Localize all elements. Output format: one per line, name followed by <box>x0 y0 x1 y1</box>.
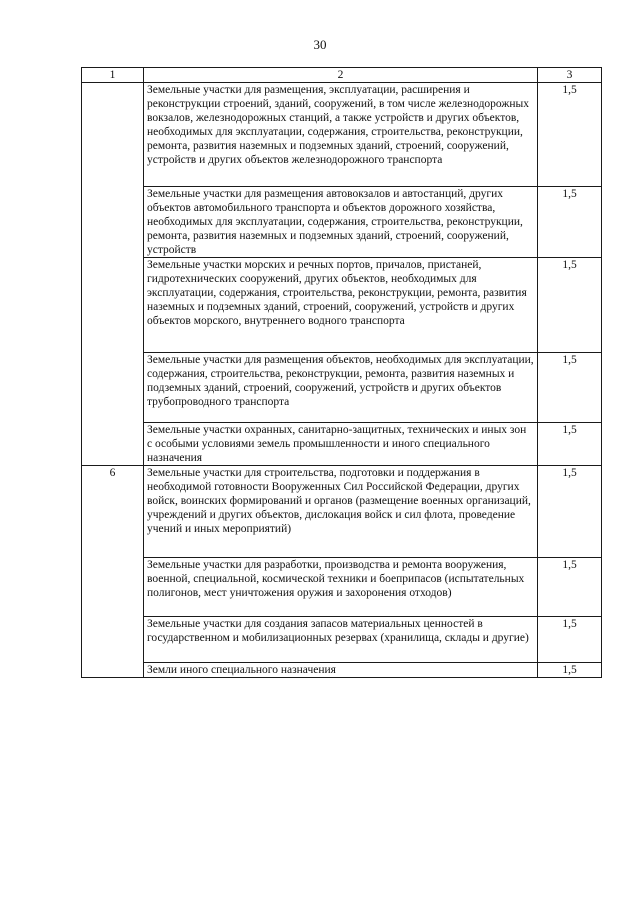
column-header-3: 3 <box>538 68 602 83</box>
land-category-description: Земельные участки для размещения автовокзалов и автостанций, других объектов автомобильного транспорта и объектов дорожного хозяйства, необходимых для эксплуатации, содержания, строительства, реконструкции, ремонта, развития наземных и подземных зданий, строений, сооружений, устройств <box>144 187 538 258</box>
table-row <box>82 663 602 678</box>
land-category-description: Земельные участки охранных, санитарно-защитных, технических и иных зон с особыми условиями земель промышленности и иного специального назначения <box>144 423 538 466</box>
land-coefficient-table <box>81 67 602 678</box>
land-category-description: Земельные участки для создания запасов материальных ценностей в государственном и мобилизационных резервах (хранилища, склады и другие) <box>144 617 538 663</box>
column-header-2: 2 <box>144 68 538 83</box>
coefficient-cell: 1,5 <box>538 558 602 617</box>
coefficient-cell: 1,5 <box>538 353 602 423</box>
table-row <box>82 558 602 617</box>
table-row <box>82 423 602 466</box>
land-category-description: Земельные участки для размещения объектов, необходимых для эксплуатации, содержания, строительства, реконструкции, ремонта, развития наземных и подземных зданий, строений, сооружений, устройств и других объектов трубопроводного транспорта <box>144 353 538 423</box>
table-header-row <box>82 68 602 83</box>
land-category-description: Земельные участки для размещения, эксплуатации, расширения и реконструкции строений, зданий, сооружений, в том числе железнодорожных вокзалов, железнодорожных станций, а также устройств и других объектов, необходимых для эксплуатации, содержания, строительства, реконструкции, ремонта, развития наземных и подземных зданий, строений, сооружений, устройств и других объектов железнодорожного транспорта <box>144 83 538 187</box>
table-row <box>82 617 602 663</box>
table-row <box>82 83 602 187</box>
group-number-cell <box>82 83 144 466</box>
coefficient-cell: 1,5 <box>538 187 602 258</box>
coefficient-cell: 1,5 <box>538 83 602 187</box>
group-number-cell: 6 <box>82 466 144 678</box>
land-category-description: Земельные участки для разработки, производства и ремонта вооружения, военной, специальной, космической техники и боеприпасов (испытательных полигонов, мест уничтожения оружия и захоронения отходов) <box>144 558 538 617</box>
table-row <box>82 466 602 558</box>
coefficient-cell: 1,5 <box>538 663 602 678</box>
column-header-1: 1 <box>82 68 144 83</box>
coefficient-cell: 1,5 <box>538 423 602 466</box>
table-body <box>82 83 602 678</box>
coefficient-cell: 1,5 <box>538 617 602 663</box>
table-row <box>82 187 602 258</box>
land-category-description: Земли иного специального назначения <box>144 663 538 678</box>
coefficient-cell: 1,5 <box>538 258 602 353</box>
land-category-description: Земельные участки морских и речных портов, причалов, пристаней, гидротехнических сооружений, других объектов, необходимых для эксплуатации, содержания, строительства, реконструкции, ремонта, развития наземных и подземных зданий, строений, сооружений, устройств и других объектов морского, внутреннего водного транспорта <box>144 258 538 353</box>
table-row <box>82 258 602 353</box>
land-category-description: Земельные участки для строительства, подготовки и поддержания в необходимой готовности Вооруженных Сил Российской Федерации, других войск, воинских формирований и органов (размещение военных организаций, учреждений и других объектов, дислокация войск и сил флота, проведение учений и иных мероприятий) <box>144 466 538 558</box>
table-row <box>82 353 602 423</box>
page-number: 30 <box>313 37 327 52</box>
coefficient-cell: 1,5 <box>538 466 602 558</box>
